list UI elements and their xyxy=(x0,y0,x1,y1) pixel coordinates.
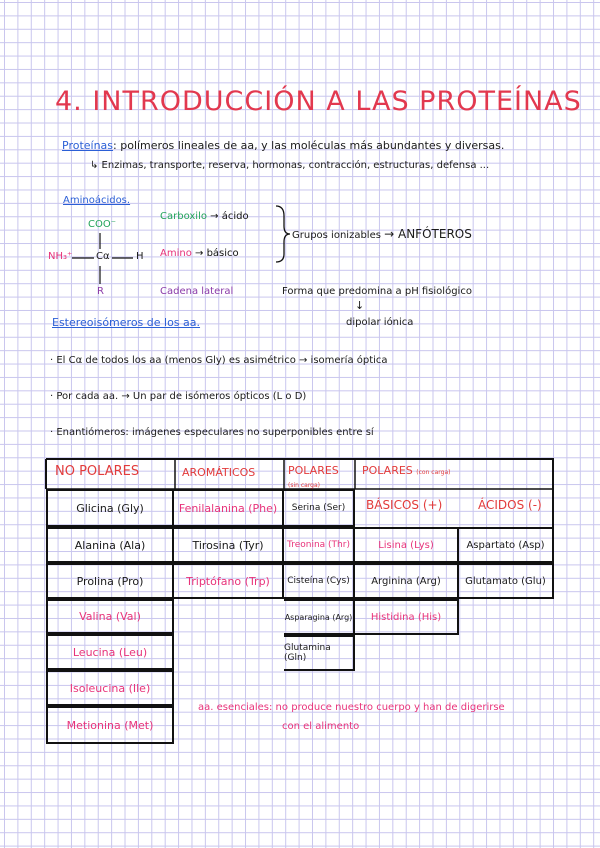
cell-prolina: Prolina (Pro) xyxy=(46,563,174,599)
cell-aspartato: Aspartato (Asp) xyxy=(459,527,554,563)
grupos-ionizables: Grupos ionizables → ANFÓTEROS xyxy=(292,227,472,241)
header-polares-con-carga: POLARES (con carga) xyxy=(362,464,451,477)
page-title: 4. INTRODUCCIÓN A LAS PROTEÍNAS xyxy=(55,86,582,117)
cell-glicina: Glicina (Gly) xyxy=(46,489,174,527)
cell-lisina: Lisina (Lys) xyxy=(355,527,459,563)
cell-alanina: Alanina (Ala) xyxy=(46,527,174,563)
cell-glutamina: Glutamina (Gln) xyxy=(284,635,355,671)
header-basicos: BÁSICOS (+) xyxy=(366,498,443,512)
r-group: R xyxy=(97,286,104,297)
header-no-polares: NO POLARES xyxy=(55,464,140,479)
cell-triptofano: Triptófano (Trp) xyxy=(174,563,284,599)
header-aromaticos: AROMÁTICOS xyxy=(182,466,256,479)
cell-isoleucina: Isoleucina (Ile) xyxy=(46,670,174,706)
hydrogen: H xyxy=(136,251,144,262)
estereo-line-1: · El Cα de todos los aa (menos Gly) es asimétrico → isomería óptica xyxy=(50,355,388,366)
cell-treonina: Treonina (Thr) xyxy=(284,527,355,563)
estereo-line-3: · Enantiómeros: imágenes especulares no superponibles entre sí xyxy=(50,427,374,438)
cell-leucina: Leucina (Leu) xyxy=(46,634,174,670)
cell-histidina: Histidina (His) xyxy=(355,599,459,635)
esenciales-note-2: con el alimento xyxy=(282,721,360,732)
cell-valina: Valina (Val) xyxy=(46,599,174,634)
alpha-carbon: Cα xyxy=(96,251,110,262)
cell-serina: Serina (Ser) xyxy=(284,489,355,527)
forma-predomina: Forma que predomina a pH fisiológico xyxy=(282,286,472,297)
proteinas-definition: : polímeros lineales de aa, y las moléculas más abundantes y diversas. xyxy=(113,139,505,152)
estereoisomeros-heading: Estereoisómeros de los aa. xyxy=(52,316,201,329)
header-polares-sin-carga: POLARES (sin carga) xyxy=(288,464,339,489)
cell-tirosina: Tirosina (Tyr) xyxy=(174,527,284,563)
coo-group: COO⁻ xyxy=(88,219,117,230)
amino-label: Amino → básico xyxy=(160,248,239,259)
estereo-line-2: · Por cada aa. → Un par de isómeros ópticos (L o D) xyxy=(50,391,307,402)
nh3-group: NH₃⁺ xyxy=(48,251,73,262)
down-arrow-icon: ↓ xyxy=(355,299,365,312)
aminoacidos-heading: Aminoácidos. xyxy=(63,195,131,206)
esenciales-note: aa. esenciales: no produce nuestro cuerpo y han de digerirse xyxy=(198,702,505,713)
carboxilo-label: Carboxilo → ácido xyxy=(160,211,249,222)
cell-cisteina: Cisteína (Cys) xyxy=(284,563,355,599)
cell-asparagina: Asparagina (Arg) xyxy=(284,599,355,635)
cell-metionina: Metionina (Met) xyxy=(46,706,174,744)
protein-functions: ↳ Enzimas, transporte, reserva, hormonas, contracción, estructuras, defensa ... xyxy=(90,160,490,171)
cell-fenilalanina: Fenilalanina (Phe) xyxy=(174,489,284,527)
proteinas-term: Proteínas xyxy=(62,139,114,152)
cell-glutamato: Glutamato (Glu) xyxy=(459,563,554,599)
dipolar-ionica: dipolar iónica xyxy=(346,317,414,328)
cell-arginina: Arginina (Arg) xyxy=(355,563,459,599)
cadena-lateral-label: Cadena lateral xyxy=(160,286,234,297)
header-acidos: ÁCIDOS (-) xyxy=(478,498,542,512)
